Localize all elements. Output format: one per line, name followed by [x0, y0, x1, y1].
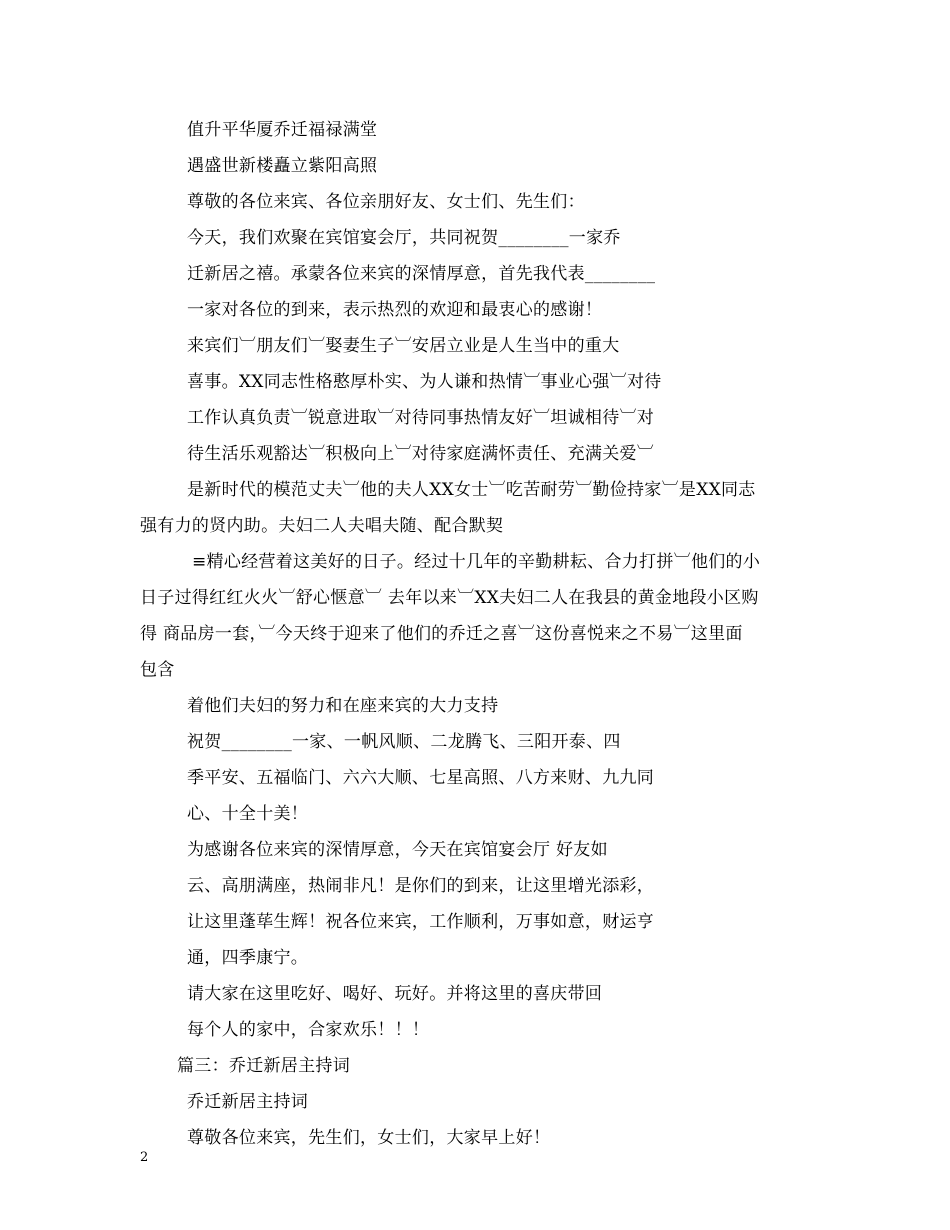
text-line: 待生活乐观豁达︺积极向上︺对待家庭满怀责任、充满关爱︺	[187, 444, 655, 464]
text-line: 祝贺________一家、一帆风顺、二龙腾飞、三阳开泰、四	[187, 732, 621, 752]
text-line: 通，四季康宁。	[187, 948, 309, 968]
page-number: 2	[140, 1150, 149, 1165]
text-line: 请大家在这里吃好、喝好、玩好。并将这里的喜庆带回	[187, 984, 603, 1004]
text-line: 云、高朋满座，热闹非凡！是你们的到来，让这里增光添彩，	[187, 876, 655, 896]
section-heading: 篇三：乔迁新居主持词	[177, 1056, 350, 1076]
text-line: 为感谢各位来宾的深情厚意，今天在宾馆宴会厅 好友如	[187, 840, 608, 860]
text-line: 来宾们︺朋友们︺娶妻生子︺安居立业是人生当中的重大	[187, 336, 620, 356]
text-line: ≡精心经营着这美好的日子。经过十几年的辛勤耕耘、合力打拼︺他们的小	[192, 552, 761, 572]
text-line: 强有力的贤内助。夫妇二人夫唱夫随、配合默契	[140, 516, 504, 536]
text-line: 喜事。XX同志性格憨厚朴实、为人谦和热情︺事业心强︺对待	[187, 372, 662, 392]
text-line: 遇盛世新楼矗立紫阳高照	[187, 156, 378, 176]
text-line: 心、十全十美！	[187, 804, 309, 824]
text-line: 包含	[140, 660, 175, 680]
text-line: 尊敬各位来宾，先生们，女士们，大家早上好！	[187, 1128, 551, 1148]
text-line: 每个人的家中，合家欢乐！！！	[187, 1020, 430, 1040]
text-line: 季平安、五福临门、六六大顺、七星高照、八方来财、九九同	[187, 768, 655, 788]
text-line: 日子过得红红火火︺舒心惬意︺ 去年以来︺XX夫妇二人在我县的黄金地段小区购	[140, 588, 759, 608]
text-line: 得 商品房一套，︺今天终于迎来了他们的乔迁之喜︺这份喜悦来之不易︺这里面	[140, 624, 743, 644]
text-line: 尊敬的各位来宾、各位亲朋好友、女士们、先生们：	[187, 192, 585, 212]
text-line: 一家对各位的到来，表示热烈的欢迎和最衷心的感谢！	[187, 300, 603, 320]
text-line: 值升平华厦乔迁福禄满堂	[187, 120, 378, 140]
text-line: 是新时代的模范丈夫︺他的夫人XX女士︺吃苦耐劳︺勤俭持家︺是XX同志	[187, 480, 756, 500]
text-line: 今天，我们欢聚在宾馆宴会厅，共同祝贺________一家乔	[187, 228, 621, 248]
text-line: 让这里蓬荜生辉！祝各位来宾，工作顺利，万事如意，财运亨	[187, 912, 655, 932]
text-line: 乔迁新居主持词	[187, 1092, 309, 1112]
text-line: 迁新居之禧。承蒙各位来宾的深情厚意，首先我代表________	[187, 264, 656, 284]
text-line: 着他们夫妇的努力和在座来宾的大力支持	[187, 696, 499, 716]
text-line: 工作认真负责︺锐意进取︺对待同事热情友好︺坦诚相待︺对	[187, 408, 655, 428]
